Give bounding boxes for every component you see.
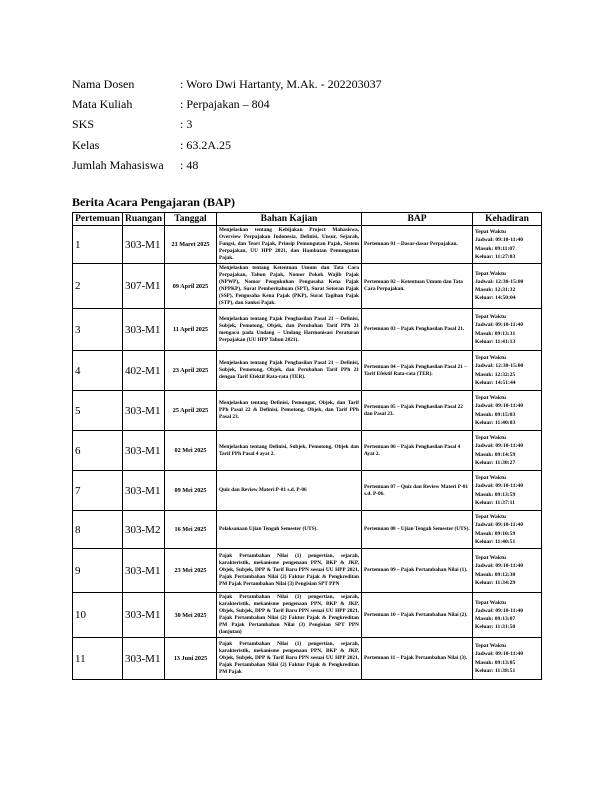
cell-pertemuan: 11 [73, 638, 123, 680]
info-row [72, 74, 382, 94]
cell-bahan-kajian: Pajak Pertambahan Nilai (1) pengertian, sejarah, karakteristik, mekanisme pengenaan PPN, BKP & JKP, Objek, Subjek, DPP & Tarif Baru PPN sesuai UU HPP 2021, Pajak Pertambahan Nilai (2) Faktur Pajak & Pengkreditan PM Pajak Pertambahan Nilai (3) Pengisian SPT PPN [217, 549, 362, 593]
kehadiran-line: Tepat Waktu [475, 514, 506, 521]
cell-kehadiran [473, 264, 542, 309]
table-row [73, 351, 542, 391]
kehadiran-line: Jadwal: 09:10-11:40 [475, 322, 524, 329]
kehadiran-line: Keluar: 14:51:44 [475, 379, 516, 386]
cell-bahan-kajian: Menjelaskan tentang Kebijakan Project Mahasiswa, Overview Perpajakan Indonesia, Definisi, Unsur, Sejarah, Fungsi, dan Teori Pajak, Prinsip Pemungutan Pajak, Sistem Perpajakan, UU HPP 2021, dan Hambatan Pemungutan Pajak. [217, 226, 362, 264]
cell-bap: Pertemuan 09 – Pajak Pertambahan Nilai (1). [362, 549, 473, 593]
cell-pertemuan: 1 [73, 226, 123, 264]
kehadiran-line: Masuk: 12:32:25 [475, 371, 516, 378]
cell-tanggal: 25 April 2025 [165, 391, 217, 431]
kehadiran-line: Jadwal: 09:10-11:40 [475, 607, 524, 614]
info-label: Mata Kuliah [72, 96, 133, 111]
cell-tanggal: 13 Juni 2025 [165, 638, 217, 680]
cell-pertemuan: 9 [73, 549, 123, 593]
cell-tanggal: 16 Mei 2025 [165, 511, 217, 549]
cell-bahan-kajian: Menjelaskan tentang Ketentuan Umum dan Tata Cara Perpajakan, Tahun Pajak, Nomor Pokok Wajib Pajak (NPWP), Nomor Pengukuhan Pengusaha Kena Pajak (NPPKP), Surat Pemberitahuan (SPT), Surat Setoran Pajak (SSP), Pengusaha Kena Pajak (PKP), Surat Tagihan Pajak (STP), dan Sanksi Pajak. [217, 264, 362, 309]
cell-kehadiran [473, 351, 542, 391]
cell-bap: Pertemuan 06 – Pajak Penghasilan Pasal 4 Ayat 2. [362, 431, 473, 471]
cell-bahan-kajian: Quiz dan Review Materi P-01 s.d. P-06 [217, 471, 362, 511]
cell-bap: Pertemuan 02 – Ketentuan Umum dan Tata Cara Perpajakan. [362, 264, 473, 309]
table-row [73, 471, 542, 511]
kehadiran-line: Keluar: 11:34:29 [475, 579, 516, 586]
cell-bap: Pertemuan 05 – Pajak Penghasilan Pasal 22 dan Pasal 23. [362, 391, 473, 431]
cell-ruangan: 303-M1 [123, 431, 165, 471]
kehadiran-line: Keluar: 11:41:13 [475, 338, 516, 345]
cell-pertemuan: 10 [73, 593, 123, 638]
kehadiran-line: Tepat Waktu [475, 555, 506, 562]
info-value: : 63.2A.25 [180, 137, 231, 152]
bap-section-title: Berita Acara Pengajaran (BAP) [72, 195, 235, 209]
cell-bahan-kajian: Pajak Pertambahan Nilai (1) pengertian, sejarah, karakteristik, mekanisme pengenaan PPN, BKP & JKP, Objek, Subjek, DPP & Tarif Baru PPN sesuai UU HPP 2021, Pajak Pertambahan Nilai (2) Faktur Pajak & Pengkreditan PM Pajak Pertambahan Nilai (3) Pengisian SPT PPN (lanjutan) [217, 593, 362, 638]
cell-bahan-kajian: Menjelaskan tentang Definisi, Pemungut, Objek, dan Tarif PPh Pasal 22 & Definisi, Pemotong, Objek, dan Tarif PPh Pasal 23. [217, 391, 362, 431]
info-row [72, 94, 382, 114]
cell-kehadiran [473, 638, 542, 680]
kehadiran-line: Jadwal: 12:30-15:00 [475, 278, 524, 285]
kehadiran-line: Jadwal: 09:10-11:40 [475, 522, 524, 529]
cell-kehadiran [473, 226, 542, 264]
table-row [73, 511, 542, 549]
cell-bap: Pertemuan 03 – Pajak Penghasilan Pasal 21. [362, 309, 473, 351]
kehadiran-line: Masuk: 12:31:32 [475, 287, 516, 293]
cell-ruangan: 303-M1 [123, 226, 165, 264]
cell-pertemuan: 3 [73, 309, 123, 351]
table-row [73, 638, 542, 680]
kehadiran-line: Masuk: 09:12:30 [475, 571, 516, 578]
cell-tanggal: 21 Maret 2025 [165, 226, 217, 264]
kehadiran-line: Jadwal: 09:10-11:40 [475, 443, 524, 450]
table-row [73, 549, 542, 593]
header-kehadiran: Kehadiran [473, 213, 542, 226]
info-value: : Perpajakan – 804 [180, 96, 270, 111]
info-label: Kelas [72, 137, 100, 152]
cell-bap: Pertemuan 01 – Dasar-dasar Perpajakan. [362, 226, 473, 264]
cell-ruangan: 303-M1 [123, 391, 165, 431]
cell-ruangan: 303-M1 [123, 549, 165, 593]
header-tanggal: Tanggal [165, 213, 217, 226]
kehadiran-line: Masuk: 09:15:03 [475, 411, 516, 418]
header-pertemuan: Pertemuan [73, 213, 123, 226]
cell-pertemuan: 6 [73, 431, 123, 471]
kehadiran-line: Masuk: 09:13:59 [475, 491, 516, 498]
kehadiran-line: Tepat Waktu [475, 599, 506, 606]
cell-ruangan: 307-M1 [123, 264, 165, 309]
info-value: : 48 [180, 157, 199, 172]
bap-table [72, 212, 542, 680]
cell-tanggal: 23 Mei 2025 [165, 549, 217, 593]
cell-bahan-kajian: Menjelaskan tentang Definisi, Subjek, Pemotong, Objek dan Tarif PPh Pasal 4 ayat 2. [217, 431, 362, 471]
cell-tanggal: 11 April 2025 [165, 309, 217, 351]
cell-tanggal: 09 April 2025 [165, 264, 217, 309]
kehadiran-line: Jadwal: 09:10-11:40 [475, 237, 524, 244]
cell-ruangan: 303-M2 [123, 511, 165, 549]
kehadiran-line: Keluar: 11:27:03 [475, 253, 516, 260]
kehadiran-line: Keluar: 14:50:04 [475, 295, 516, 302]
kehadiran-line: Tepat Waktu [475, 270, 506, 277]
kehadiran-line: Tepat Waktu [475, 475, 506, 482]
cell-pertemuan: 4 [73, 351, 123, 391]
info-label: SKS [72, 117, 95, 132]
cell-kehadiran [473, 549, 542, 593]
kehadiran-line: Tepat Waktu [475, 355, 506, 362]
cell-bap: Pertemuan 04 – Pajak Penghasilan Pasal 21 – Tarif Efektif Rata-rata (TER). [362, 351, 473, 391]
kehadiran-line: Jadwal: 09:10-11:40 [475, 483, 524, 490]
cell-ruangan: 303-M1 [123, 471, 165, 511]
kehadiran-line: Tepat Waktu [475, 229, 506, 236]
cell-ruangan: 402-M1 [123, 351, 165, 391]
cell-kehadiran [473, 431, 542, 471]
cell-ruangan: 303-M1 [123, 309, 165, 351]
info-label: Jumlah Mahasiswa [72, 157, 164, 172]
header-bap: BAP [362, 213, 473, 226]
cell-tanggal: 09 Mei 2025 [165, 471, 217, 511]
cell-bahan-kajian: Pelaksanaan Ujian Tengah Semester (UTS). [217, 511, 362, 549]
cell-ruangan: 303-M1 [123, 593, 165, 638]
header-bahan-kajian: Bahan Kajian [217, 213, 362, 226]
cell-tanggal: 30 Mei 2025 [165, 593, 217, 638]
kehadiran-line: Jadwal: 09:10-11:40 [475, 563, 524, 570]
cell-bap: Pertemuan 08 – Ujian Tengah Semester (UTS). [362, 511, 473, 549]
cell-ruangan: 303-M1 [123, 638, 165, 680]
info-value: : Woro Dwi Hartanty, M.Ak. - 202203037 [180, 76, 382, 91]
cell-bahan-kajian: Menjelaskan tentang Pajak Penghasilan Pasal 21 – Definisi, Subjek, Pemotong, Objek, dan Perubahan Tarif PPh 21 dengan Tarif Efektif Rata-rata (TER). [217, 351, 362, 391]
cell-kehadiran [473, 511, 542, 549]
kehadiran-line: Tepat Waktu [475, 395, 506, 402]
table-row [73, 226, 542, 264]
cell-pertemuan: 2 [73, 264, 123, 309]
table-header-row [73, 213, 542, 226]
kehadiran-line: Jadwal: 09:10-11:40 [475, 403, 524, 410]
cell-kehadiran [473, 391, 542, 431]
info-row [72, 135, 382, 155]
cell-pertemuan: 5 [73, 391, 123, 431]
cell-bap: Pertemuan 11 – Pajak Pertambahan Nilai (3). [362, 638, 473, 680]
cell-bap: Pertemuan 10 – Pajak Pertambahan Nilai (2). [362, 593, 473, 638]
kehadiran-line: Keluar: 11:30:27 [475, 459, 516, 466]
kehadiran-line: Tepat Waktu [475, 435, 506, 442]
kehadiran-line: Keluar: 11:37:11 [475, 499, 515, 506]
kehadiran-line: Tepat Waktu [475, 314, 506, 321]
info-row [72, 115, 382, 135]
kehadiran-line: Masuk: 09:14:59 [475, 451, 516, 458]
kehadiran-line: Masuk: 09:13:07 [475, 616, 516, 622]
cell-kehadiran [473, 471, 542, 511]
cell-pertemuan: 8 [73, 511, 123, 549]
cell-tanggal: 23 April 2025 [165, 351, 217, 391]
kehadiran-line: Keluar: 11:38:51 [475, 667, 516, 674]
kehadiran-line: Masuk: 09:13:31 [475, 330, 516, 337]
kehadiran-line: Jadwal: 12:30-15:00 [475, 363, 524, 370]
kehadiran-line: Keluar: 11:40:51 [475, 538, 516, 545]
info-label: Nama Dosen [72, 76, 135, 91]
kehadiran-line: Tepat Waktu [475, 643, 506, 650]
table-row [73, 593, 542, 638]
cell-kehadiran [473, 309, 542, 351]
info-row [72, 155, 382, 175]
cell-tanggal: 02 Mei 2025 [165, 431, 217, 471]
kehadiran-line: Masuk: 09:10:59 [475, 530, 516, 537]
kehadiran-line: Masuk: 09:11:07 [475, 245, 515, 252]
cell-bahan-kajian: Pajak Pertambahan Nilai (1) pengertian, sejarah, karakteristik, mekanisme pengenaan PPN, BKP & JKP, Objek, Subjek, DPP & Tarif Baru PPN sesuai UU HPP 2021, Pajak Pertambahan Nilai (2) Faktur Pajak & Pengkreditan PM Pajak [217, 638, 362, 680]
cell-bahan-kajian: Menjelaskan tentang Pajak Penghasilan Pasal 21 – Definisi, Subjek, Pemotong, Objek, dan Perubahan Tarif PPh 21 mengacu pada Undang – Undang Harmonisasi Peraturan Perpajakan (UU HPP Tahun 2021). [217, 309, 362, 351]
cell-kehadiran [473, 593, 542, 638]
kehadiran-line: Keluar: 11:40:03 [475, 419, 516, 426]
info-value: : 3 [180, 117, 193, 132]
kehadiran-line: Jadwal: 09:10-11:40 [475, 651, 524, 658]
lecturer-info [72, 74, 382, 175]
table-row [73, 264, 542, 309]
table-row [73, 391, 542, 431]
table-row [73, 431, 542, 471]
table-row [73, 309, 542, 351]
cell-pertemuan: 7 [73, 471, 123, 511]
kehadiran-line: Masuk: 09:13:05 [475, 659, 516, 666]
cell-bap: Pertemuan 07 – Quiz dan Review Materi P-01 s.d. P-06. [362, 471, 473, 511]
header-ruangan: Ruangan [123, 213, 165, 226]
kehadiran-line: Keluar: 11:31:50 [475, 624, 516, 631]
